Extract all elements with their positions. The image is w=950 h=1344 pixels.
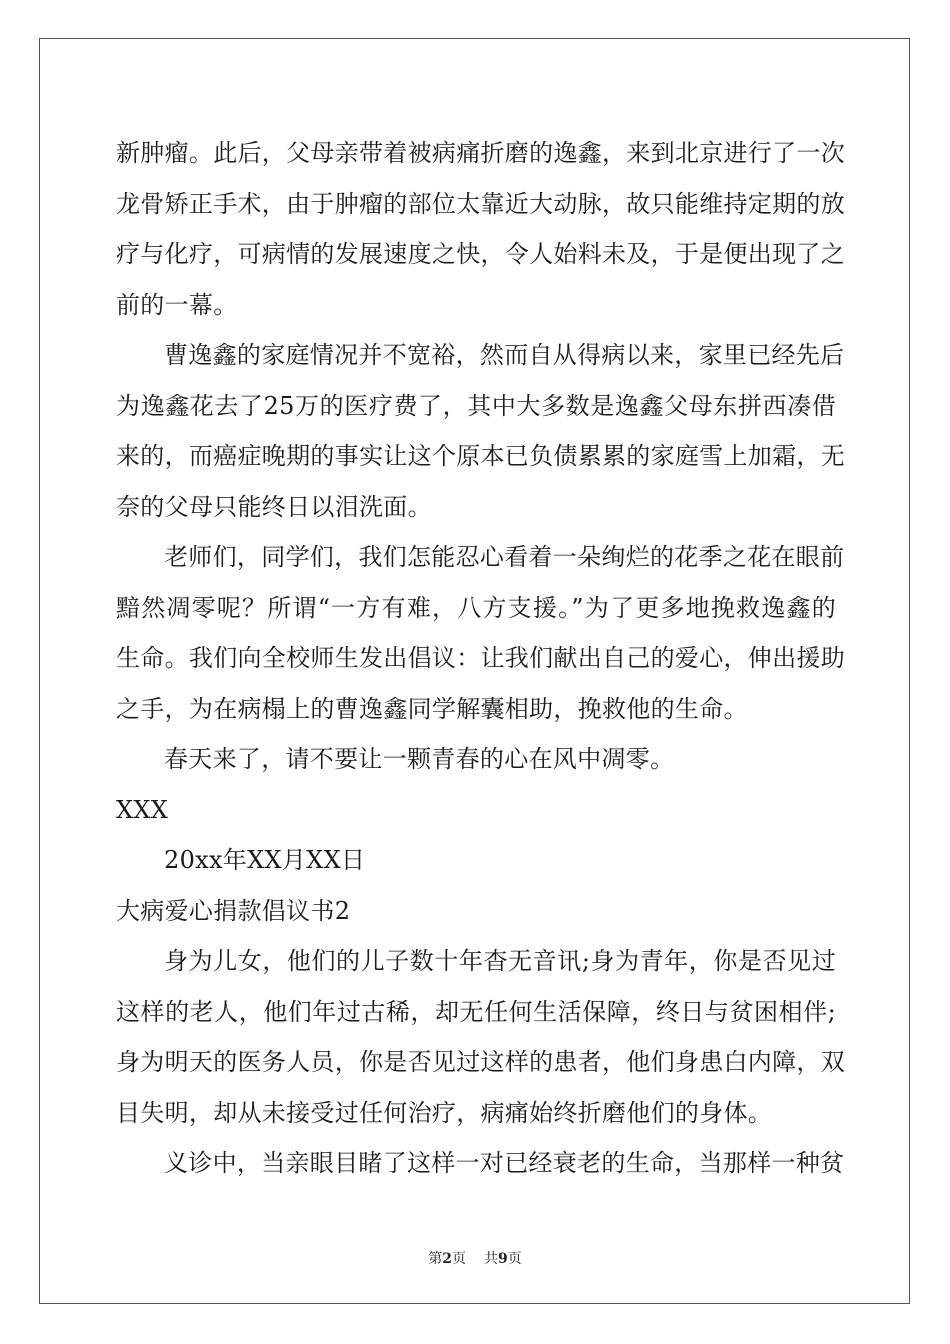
total-prefix: 共	[484, 1251, 498, 1267]
text-line: 身为明天的医务人员，你是否见过这样的患者，他们身患白内障，双	[116, 1048, 845, 1076]
text-line: 之手，为在病榻上的曹逸鑫同学解囊相助，挽救他的生命。	[116, 694, 748, 723]
text-line: 黯然凋零呢？所谓“一方有难，八方支援。”为了更多地挽救逸鑫的	[116, 593, 836, 622]
text-line: 新肿瘤。此后，父母亲带着被病痛折磨的逸鑫，来到北京进行了一次	[116, 139, 845, 167]
total-page-count: 9	[498, 1251, 508, 1267]
text-line: 来的，而癌症晚期的事实让这个原本已负债累累的家庭雪上加霜，无	[116, 442, 845, 470]
page-prefix: 第	[428, 1251, 443, 1267]
paragraph-first-line: 老师们，同学们，我们怎能忍心看着一朵绚烂的花季之花在眼前	[164, 543, 845, 571]
page-number-footer	[0, 1248, 950, 1268]
text-line: 目失明，却从未接受过任何治疗，病痛始终折磨他们的身体。	[116, 1098, 773, 1127]
paragraph-first-line: 身为儿女，他们的儿子数十年杳无音讯;身为青年，你是否见过	[164, 947, 836, 975]
signature-name: XXX	[116, 795, 169, 824]
paragraph-first-line: 义诊中，当亲眼目睹了这样一对已经衰老的生命，当那样一种贫	[164, 1149, 845, 1177]
document-body	[116, 128, 845, 1189]
text-line: 疗与化疗，可病情的发展速度之快，令人始料未及，于是便出现了之	[116, 240, 845, 268]
text-line: 这样的老人，他们年过古稀，却无任何生活保障，终日与贫困相伴;	[116, 997, 836, 1026]
total-suffix: 页	[507, 1251, 522, 1267]
paragraph-first-line: 春天来了，请不要让一颗青春的心在风中凋零。	[164, 745, 675, 773]
text-line: 龙骨矫正手术，由于肿瘤的部位太靠近大动脉，故只能维持定期的放	[116, 189, 845, 218]
text-line: 前的一幕。	[116, 290, 238, 319]
text-line: 奈的父母只能终日以泪洗面。	[116, 492, 432, 521]
text-line: 生命。我们向全校师生发出倡议：让我们献出自己的爱心，伸出援助	[116, 644, 845, 672]
signature-date: 20xx年XX月XX日	[164, 846, 366, 874]
current-page-number: 2	[442, 1251, 452, 1267]
text-line: 为逸鑫花去了25万的医疗费了，其中大多数是逸鑫父母东拼西凑借	[116, 391, 836, 420]
section-heading: 大病爱心捐款倡议书2	[116, 896, 351, 925]
paragraph-first-line: 曹逸鑫的家庭情况并不宽裕，然而自从得病以来，家里已经先后	[164, 341, 845, 369]
page-suffix: 页	[452, 1251, 466, 1267]
